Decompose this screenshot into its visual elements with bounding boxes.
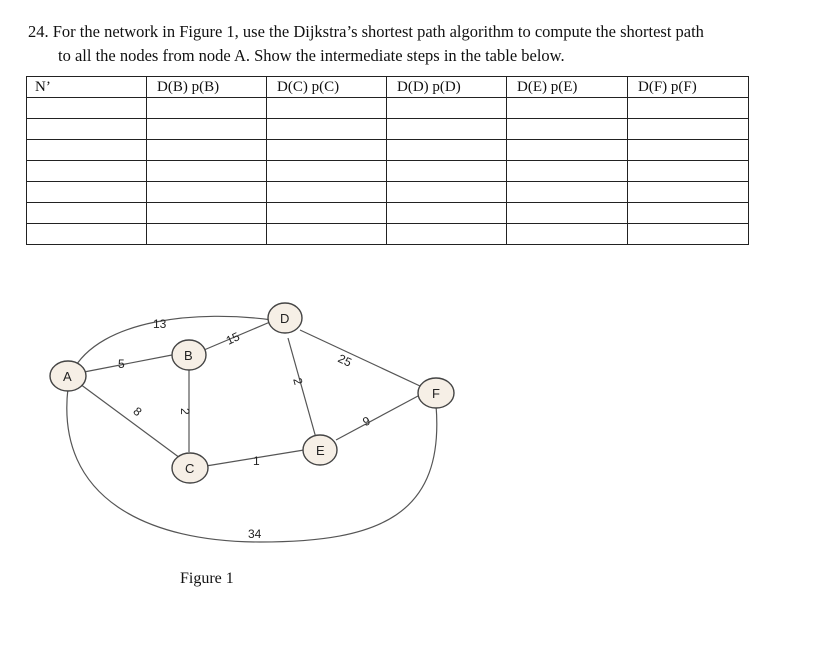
table-cell[interactable] — [628, 161, 749, 182]
node-label-b: B — [184, 348, 193, 363]
edge-label-a-c: 8 — [130, 404, 145, 420]
table-cell[interactable] — [507, 98, 628, 119]
table-cell[interactable] — [387, 161, 507, 182]
table-cell[interactable] — [27, 161, 147, 182]
table-cell[interactable] — [27, 140, 147, 161]
node-f — [418, 378, 454, 408]
table-cell[interactable] — [147, 224, 267, 245]
table-cell[interactable] — [628, 182, 749, 203]
network-graph — [0, 260, 822, 560]
node-e — [303, 435, 337, 465]
node-label-a: A — [63, 369, 72, 384]
edge-label-d-f: 25 — [335, 351, 354, 370]
node-label-e: E — [316, 443, 325, 458]
dijkstra-steps-table — [26, 76, 749, 245]
table-cell[interactable] — [507, 182, 628, 203]
edge-label-a-b: 5 — [118, 357, 125, 371]
header-de-pe: D(E) p(E) — [507, 77, 628, 98]
table-cell[interactable] — [267, 203, 387, 224]
header-df-pf: D(F) p(F) — [628, 77, 749, 98]
table-cell[interactable] — [27, 98, 147, 119]
edge-a-f — [67, 388, 437, 542]
table-cell[interactable] — [147, 182, 267, 203]
table-cell[interactable] — [267, 161, 387, 182]
table-row — [27, 98, 749, 119]
table-cell[interactable] — [628, 224, 749, 245]
edge-label-a-d: 13 — [153, 317, 167, 331]
table-cell[interactable] — [27, 182, 147, 203]
table-cell[interactable] — [27, 203, 147, 224]
table-cell[interactable] — [147, 203, 267, 224]
table-cell[interactable] — [147, 140, 267, 161]
header-dc-pc: D(C) p(C) — [267, 77, 387, 98]
table-row — [27, 203, 749, 224]
table-cell[interactable] — [147, 161, 267, 182]
edge-a-c — [80, 384, 180, 458]
table-cell[interactable] — [387, 119, 507, 140]
table-cell[interactable] — [267, 224, 387, 245]
node-label-f: F — [432, 386, 440, 401]
table-cell[interactable] — [267, 140, 387, 161]
edge-a-d — [72, 316, 272, 372]
edge-label-b-c: 2 — [178, 408, 192, 415]
table-cell[interactable] — [628, 203, 749, 224]
table-header-row — [27, 77, 749, 98]
question-line-2: to all the nodes from node A. Show the intermediate steps in the table below. — [58, 46, 565, 65]
table-cell[interactable] — [507, 203, 628, 224]
table-cell[interactable] — [267, 182, 387, 203]
table-cell[interactable] — [387, 182, 507, 203]
edge-label-b-d: 15 — [223, 329, 242, 348]
header-n-prime: N’ — [27, 77, 147, 98]
table-row — [27, 182, 749, 203]
table-cell[interactable] — [628, 98, 749, 119]
edge-a-b — [84, 355, 172, 372]
edge-label-a-f: 34 — [248, 527, 262, 541]
table-cell[interactable] — [147, 98, 267, 119]
table-cell[interactable] — [147, 119, 267, 140]
edge-label-c-e: 1 — [253, 454, 260, 468]
header-db-pb: D(B) p(B) — [147, 77, 267, 98]
table-cell[interactable] — [387, 140, 507, 161]
table-cell[interactable] — [507, 119, 628, 140]
edge-label-d-e: 2 — [290, 376, 306, 387]
figure-caption: Figure 1 — [180, 570, 234, 587]
table-cell[interactable] — [387, 203, 507, 224]
table-row — [27, 224, 749, 245]
node-label-c: C — [185, 461, 195, 476]
node-c — [172, 453, 208, 483]
table-cell[interactable] — [628, 119, 749, 140]
edge-e-f — [336, 396, 418, 440]
table-cell[interactable] — [628, 140, 749, 161]
question-line-1: 24. For the network in Figure 1, use the Dijkstra’s shortest path algorithm to compute the shortest path — [28, 22, 704, 41]
table-cell[interactable] — [387, 224, 507, 245]
edge-d-f — [300, 330, 420, 386]
table-cell[interactable] — [507, 161, 628, 182]
table-cell[interactable] — [27, 224, 147, 245]
table-cell[interactable] — [27, 119, 147, 140]
table-row — [27, 161, 749, 182]
header-dd-pd: D(D) p(D) — [387, 77, 507, 98]
table-cell[interactable] — [267, 119, 387, 140]
table-row — [27, 119, 749, 140]
table-cell[interactable] — [387, 98, 507, 119]
node-b — [172, 340, 206, 370]
node-label-d: D — [280, 311, 290, 326]
table-cell[interactable] — [507, 140, 628, 161]
table-cell[interactable] — [267, 98, 387, 119]
edge-d-e — [288, 338, 316, 438]
node-a — [50, 361, 86, 391]
edge-label-e-f: 9 — [360, 413, 373, 430]
table-row — [27, 140, 749, 161]
node-d — [268, 303, 302, 333]
question-text — [28, 20, 808, 68]
table-cell[interactable] — [507, 224, 628, 245]
